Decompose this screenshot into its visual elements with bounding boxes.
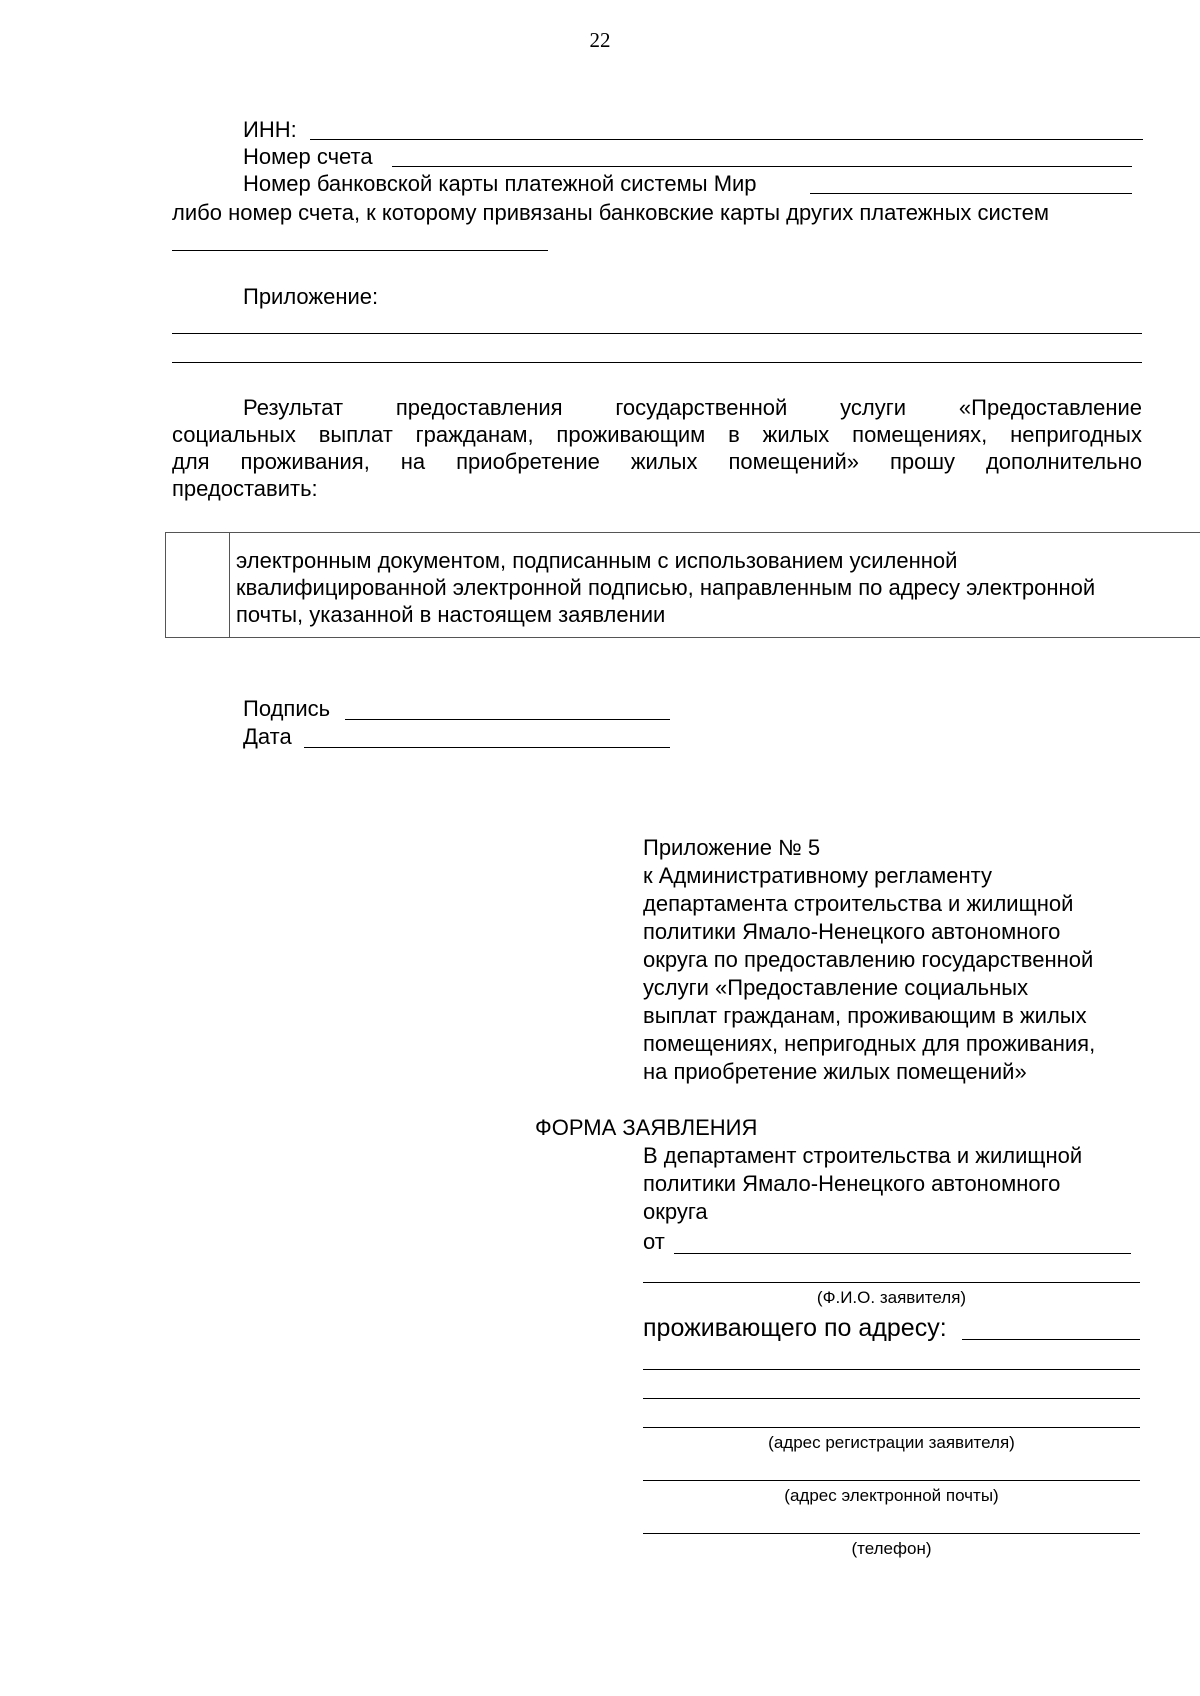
fio-field-line[interactable] bbox=[643, 1282, 1140, 1283]
address-field-line-3[interactable] bbox=[643, 1398, 1140, 1399]
result-paragraph-line-3: для проживания, на приобретение жилых помещений» прошу дополнительно bbox=[172, 449, 1142, 474]
appendix-header-line-7: выплат гражданам, проживающим в жилых bbox=[643, 1003, 1087, 1028]
appendix-header-line-8: помещениях, непригодных для проживания, bbox=[643, 1031, 1096, 1056]
appendix-header-line-1: Приложение № 5 bbox=[643, 835, 821, 860]
appendix-header-line-6: услуги «Предоставление социальных bbox=[643, 975, 1029, 1000]
signature-field-line[interactable] bbox=[345, 719, 670, 720]
inn-field-line[interactable] bbox=[310, 139, 1143, 140]
email-caption: (адрес электронной почты) bbox=[784, 1486, 999, 1505]
appendix-header-line-3: департамента строительства и жилищной bbox=[643, 891, 1074, 916]
appendix-header bbox=[643, 834, 1163, 1086]
addressee-line-3: округа bbox=[643, 1199, 708, 1224]
address-field-line-4[interactable] bbox=[643, 1427, 1140, 1428]
option-text-line-2: квалифицированной электронной подписью, направленным по адресу электронной bbox=[236, 575, 1096, 600]
date-field-line[interactable] bbox=[304, 747, 670, 748]
attachment-line-2[interactable] bbox=[172, 362, 1142, 363]
attachment-line-1[interactable] bbox=[172, 333, 1142, 334]
appendix-header-line-4: политики Ямало-Ненецкого автономного bbox=[643, 919, 1061, 944]
fio-caption: (Ф.И.О. заявителя) bbox=[816, 1288, 967, 1307]
result-paragraph-line-2: социальных выплат гражданам, проживающим в жилых помещениях, непригодных bbox=[172, 422, 1142, 447]
reg-address-caption: (адрес регистрации заявителя) bbox=[768, 1433, 1015, 1452]
email-field-line[interactable] bbox=[643, 1480, 1140, 1481]
result-paragraph-line-4: предоставить: bbox=[172, 476, 318, 501]
signature-label: Подпись bbox=[243, 696, 331, 721]
other-account-field-line[interactable] bbox=[172, 250, 548, 251]
date-label: Дата bbox=[243, 724, 292, 749]
other-account-text: либо номер счета, к которому привязаны банковские карты других платежных систем bbox=[172, 200, 1049, 225]
option-text-line-1: электронным документом, подписанным с использованием усиленной bbox=[236, 548, 958, 573]
addressee-line-1: В департамент строительства и жилищной bbox=[643, 1143, 1083, 1168]
option-text-line-3: почты, указанной в настоящем заявлении bbox=[236, 602, 666, 627]
option-cell-divider bbox=[229, 533, 230, 637]
account-field-line[interactable] bbox=[392, 166, 1132, 167]
option-text bbox=[236, 547, 1196, 628]
phone-field-line[interactable] bbox=[643, 1533, 1140, 1534]
card-label: Номер банковской карты платежной системы Мир bbox=[243, 171, 757, 196]
inn-label: ИНН: bbox=[243, 117, 297, 142]
account-label: Номер счета bbox=[243, 144, 373, 169]
phone-caption: (телефон) bbox=[851, 1539, 932, 1558]
option-row bbox=[165, 532, 1200, 638]
option-checkbox[interactable] bbox=[166, 533, 229, 637]
form-title: ФОРМА ЗАЯВЛЕНИЯ bbox=[535, 1115, 758, 1140]
appendix-header-line-5: округа по предоставлению государственной bbox=[643, 947, 1094, 972]
address-field-line-2[interactable] bbox=[643, 1369, 1140, 1370]
result-paragraph-line-1: Результат предоставления государственной услуги «Предоставление bbox=[243, 395, 1142, 420]
residing-label: проживающего по адресу: bbox=[643, 1314, 947, 1342]
from-label: от bbox=[643, 1229, 665, 1254]
appendix-header-line-9: на приобретение жилых помещений» bbox=[643, 1059, 1027, 1084]
appendix-header-line-2: к Административному регламенту bbox=[643, 863, 993, 888]
card-field-line[interactable] bbox=[810, 193, 1132, 194]
address-field-line-1[interactable] bbox=[962, 1339, 1140, 1340]
page-number: 22 bbox=[589, 28, 611, 52]
addressee-line-2: политики Ямало-Ненецкого автономного bbox=[643, 1171, 1061, 1196]
from-field-line[interactable] bbox=[674, 1253, 1131, 1254]
addressee-block bbox=[643, 1142, 1163, 1226]
attachment-label: Приложение: bbox=[243, 284, 379, 309]
